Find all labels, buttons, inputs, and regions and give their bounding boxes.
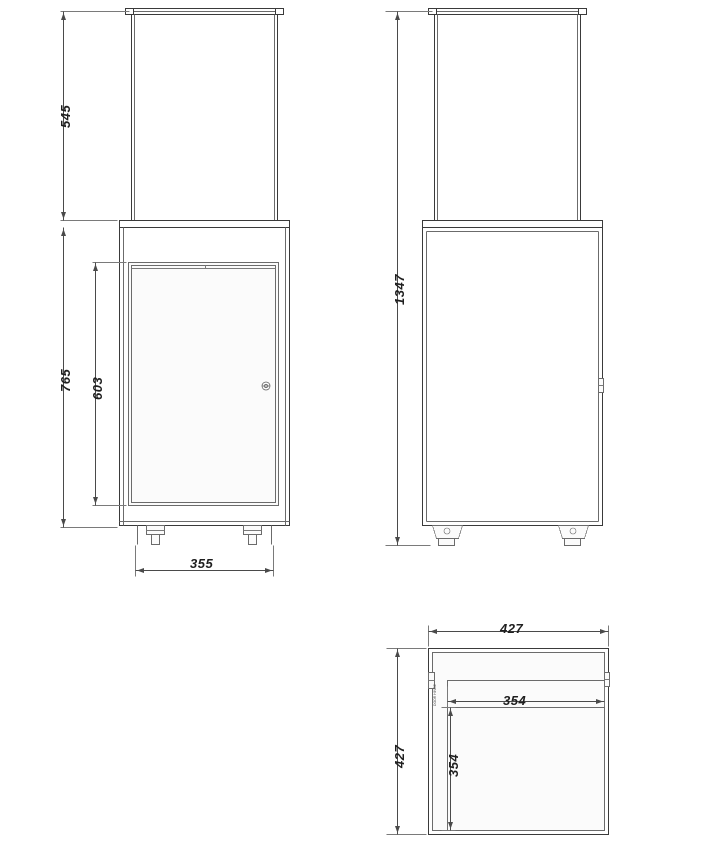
dimension-label-top-outer-depth: 427	[392, 744, 407, 768]
front-view-geometry	[120, 9, 290, 545]
dimension-label-front-body-height: 765	[58, 368, 73, 392]
dimension-label-front-top-height: 545	[58, 104, 73, 128]
dimension-label-front-door-height: 603	[90, 376, 105, 400]
dimension-label-top-inner-depth: 354	[446, 753, 461, 777]
top-view-hinge-note: DOOR HINGE	[433, 684, 437, 706]
side-view-feet	[433, 526, 589, 546]
dimension-label-side-total-height: 1347	[392, 274, 407, 305]
dimension-label-top-inner-width: 354	[503, 693, 527, 708]
top-view-geometry	[429, 649, 610, 835]
side-view-geometry	[423, 9, 604, 546]
front-view-feet	[138, 526, 272, 545]
dimension-label-front-width: 355	[190, 556, 214, 571]
dimension-label-top-outer-width: 427	[500, 621, 524, 636]
